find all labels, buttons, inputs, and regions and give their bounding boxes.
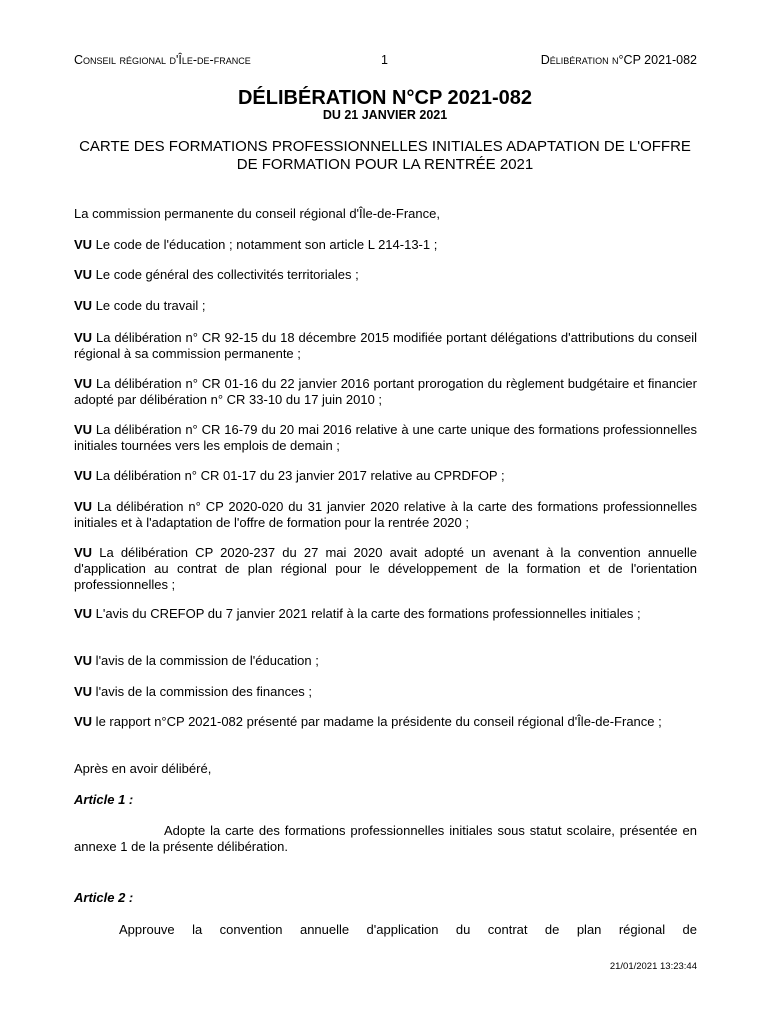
vu-label: VU — [74, 330, 93, 345]
page-number: 1 — [381, 53, 388, 67]
article-1-text: Adopte la carte des formations professionnelles initiales sous statut scolaire, présentée en annexe 1 de la présente délibération. — [74, 823, 697, 854]
vu-paragraph — [74, 237, 697, 253]
vu-paragraph — [74, 376, 697, 408]
vu-paragraph — [74, 545, 697, 593]
after-deliberation: Après en avoir délibéré, — [74, 761, 212, 776]
vu-paragraph — [74, 606, 697, 622]
vu-label: VU — [74, 499, 93, 514]
vu-label: VU — [74, 468, 93, 483]
article-1-heading: Article 1 : — [74, 792, 134, 807]
footer-timestamp: 21/01/2021 13:23:44 — [609, 961, 697, 972]
vu-text: La délibération n° CP 2020-020 du 31 janvier 2020 relative à la carte des formations professionnelles initiales et à l'adaptation de l'offre de formation pour la rentrée 2020 ; — [74, 499, 697, 530]
deliberation-subject: CARTE DES FORMATIONS PROFESSIONNELLES INITIALES ADAPTATION DE L'OFFRE DE FORMATION POUR LA RENTRÉE 2021 — [79, 138, 691, 173]
vu-label: VU — [74, 606, 93, 621]
deliberation-date: DU 21 JANVIER 2021 — [322, 108, 448, 122]
vu-text: Le code du travail ; — [92, 298, 206, 313]
article-2-heading: Article 2 : — [74, 890, 134, 905]
vu-label: VU — [74, 714, 93, 729]
article-2-text: Approuve la convention annuelle d'application du contrat de plan régional de — [119, 922, 697, 937]
vu-label: VU — [74, 422, 93, 437]
vu-label: VU — [74, 684, 93, 699]
vu-text: l'avis de la commission de l'éducation ; — [92, 653, 319, 668]
vu-label: VU — [74, 267, 93, 282]
vu-label: VU — [74, 545, 93, 560]
vu-text: L'avis du CREFOP du 7 janvier 2021 relatif à la carte des formations professionnelles initiales ; — [92, 606, 641, 621]
vu-paragraph — [74, 499, 697, 531]
page-title: DÉLIBÉRATION N°CP 2021-082 — [237, 87, 532, 109]
vu-label: VU — [74, 376, 93, 391]
vu-text: La délibération n° CR 01-17 du 23 janvier 2017 relative au CPRDFOP ; — [92, 468, 505, 483]
vu-paragraph — [74, 653, 697, 669]
vu-paragraph — [74, 684, 697, 700]
vu-text: La délibération n° CR 16-79 du 20 mai 2016 relative à une carte unique des formations professionnelles initiales tournées vers les emplois de demain ; — [74, 422, 697, 453]
vu-paragraph — [74, 468, 697, 484]
header-right: Délibération n°CP 2021-082 — [540, 53, 697, 67]
vu-text: La délibération n° CR 92-15 du 18 décembre 2015 modifiée portant délégations d'attributions du conseil régional à sa commission permanente ; — [74, 330, 697, 361]
header-left: Conseil régional d'Île-de-france — [74, 53, 251, 67]
vu-paragraph — [74, 714, 674, 730]
vu-text: le rapport n°CP 2021-082 présenté par madame la présidente du conseil régional d'Île-de-France ; — [92, 714, 662, 729]
vu-text: Le code général des collectivités territoriales ; — [92, 267, 359, 282]
vu-paragraph — [74, 422, 697, 454]
vu-paragraph — [74, 330, 697, 362]
vu-paragraph — [74, 298, 697, 314]
vu-text: La délibération n° CR 01-16 du 22 janvier 2016 portant prorogation du règlement budgétaire et financier adopté par délibération n° CR 33-10 du 17 juin 2010 ; — [74, 376, 697, 407]
vu-text: l'avis de la commission des finances ; — [92, 684, 313, 699]
vu-paragraph — [74, 267, 697, 283]
vu-text: La délibération CP 2020-237 du 27 mai 2020 avait adopté un avenant à la convention annuelle d'application au contrat de plan régional pour le développement de la formation et de l'orientation professionnelles ; — [74, 545, 697, 592]
vu-label: VU — [74, 298, 93, 313]
vu-label: VU — [74, 653, 93, 668]
vu-label: VU — [74, 237, 93, 252]
intro-paragraph: La commission permanente du conseil régional d'Île-de-France, — [74, 206, 440, 221]
vu-text: Le code de l'éducation ; notamment son article L 214-13-1 ; — [92, 237, 438, 252]
